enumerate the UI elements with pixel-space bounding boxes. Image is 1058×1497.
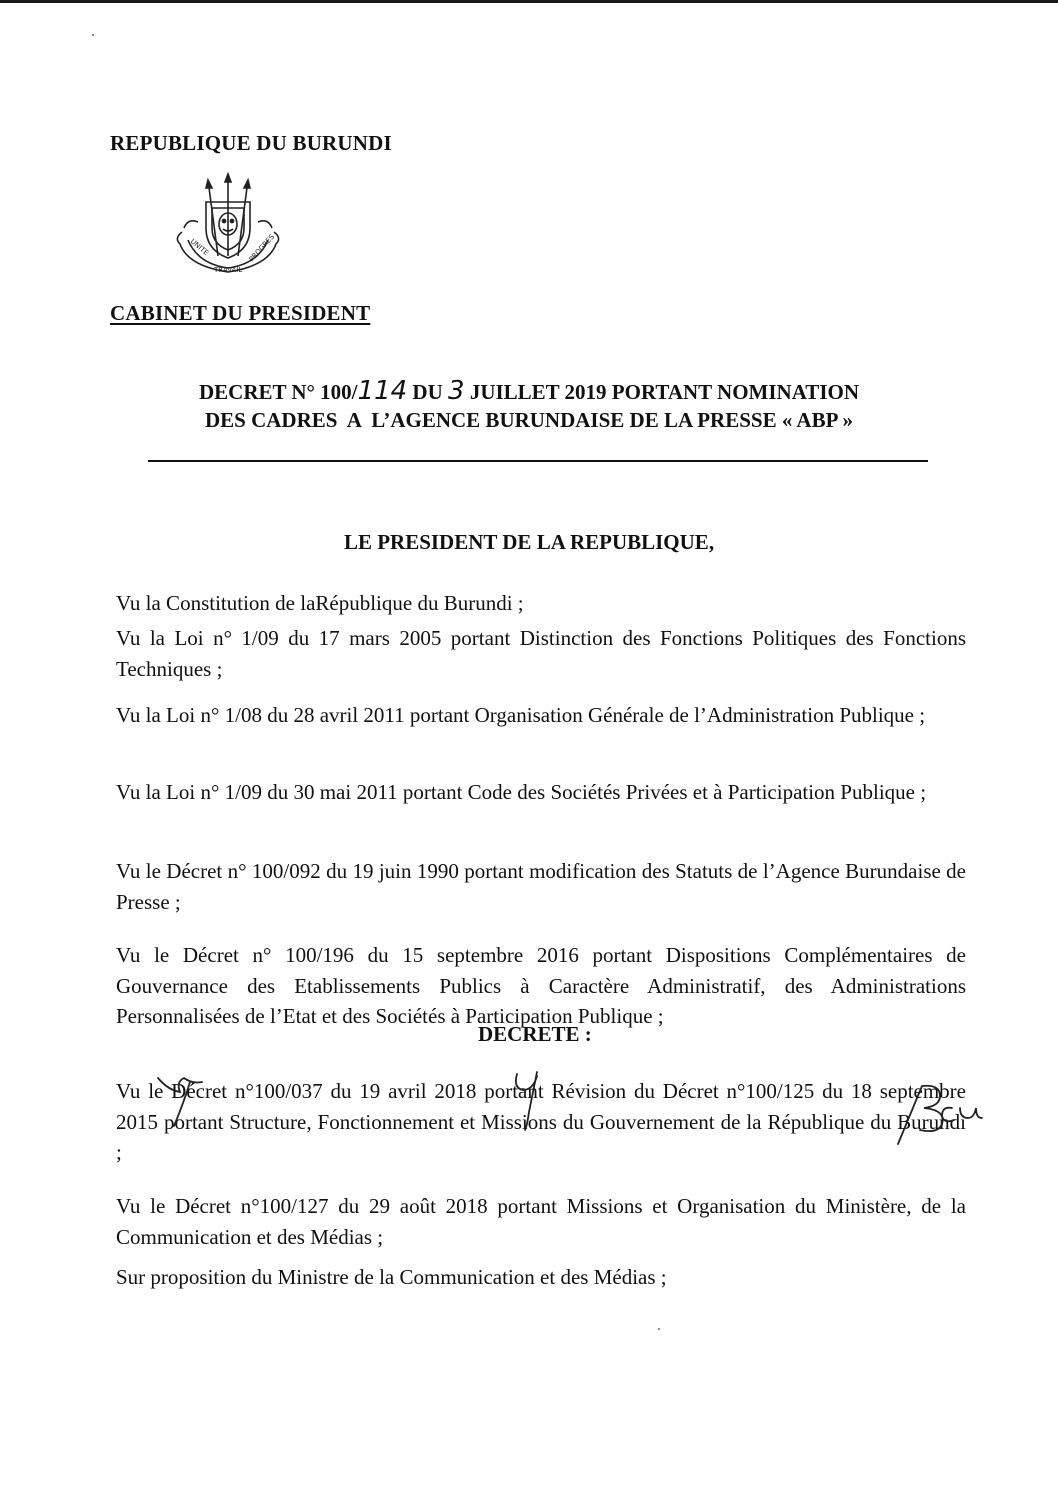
consideration-constitution: Vu la Constitution de laRépublique du Burundi ; [116,591,524,615]
initials-center-signature [505,1060,555,1140]
preamble-heading: LE PRESIDENT DE LA REPUBLIQUE, [343,530,715,554]
scan-speck [658,1328,660,1330]
consideration-loi-mai-2011: Vu la Loi n° 1/09 du 30 mai 2011 portant Code des Sociétés Privées et à Participation Publique ; [116,780,927,804]
coat-of-arms-emblem [168,170,288,298]
motto-travail: TRAVAIL [214,266,243,274]
initials-left-signature [150,1068,220,1138]
decree-title-du: DU [407,380,449,404]
scan-top-edge [0,0,1058,3]
consideration-decret-2018-aout: Vu le Décret n°100/127 du 29 août 2018 portant Missions et Organisation du Ministère, de la Communication et des Médias ; [116,1194,966,1249]
consideration-decret-2016: Vu le Décret n° 100/196 du 15 septembre 2016 portant Dispositions Complémentaires de Gouvernance des Etablissements Publics à Caractère Administratif, des Administrations Personnalisées de l’Etat et des Sociétés à Participation Publique ; [116,943,966,1028]
proposal-statement: Sur proposition du Ministre de la Communication et des Médias ; [116,1265,667,1289]
handwritten-decree-number: 114 [357,376,408,406]
title-separator-rule [148,460,928,462]
decree-title-line-1 [96,376,962,406]
country-heading: REPUBLIQUE DU BURUNDI [110,131,392,155]
scan-speck [92,34,94,36]
consideration-decret-1990: Vu le Décret n° 100/092 du 19 juin 1990 portant modification des Statuts de l’Agence Burundaise de Presse ; [116,859,966,914]
decree-title-line-2: DES CADRES A L’AGENCE BURUNDAISE DE LA PRESSE « ABP » [204,408,854,432]
initials-right-signature [892,1080,992,1150]
consideration-decret-2018-avril: Vu le Décret n°100/037 du 19 avril 2018 portant Révision du Décret n°100/125 du 18 septembre 2015 portant Structure, Fonctionnement et Missions du Gouvernement de la République du Burundi ; [116,1079,966,1164]
motto-unite: UNITE [188,237,211,258]
decree-title-date-rest: JUILLET 2019 PORTANT NOMINATION [464,380,859,404]
consideration-loi-2005: Vu la Loi n° 1/09 du 17 mars 2005 portant Distinction des Fonctions Politiques des Fonctions Techniques ; [116,626,966,681]
handwritten-day: 3 [448,376,465,406]
office-heading: CABINET DU PRESIDENT [110,301,371,325]
motto-progres: PROGRES [247,232,277,264]
consideration-loi-avril-2011: Vu la Loi n° 1/08 du 28 avril 2011 portant Organisation Générale de l’Administration Publique ; [116,703,926,727]
decree-title-prefix: DECRET N° 100/ [198,380,358,404]
decision-heading: DECRETE : [478,1022,592,1046]
